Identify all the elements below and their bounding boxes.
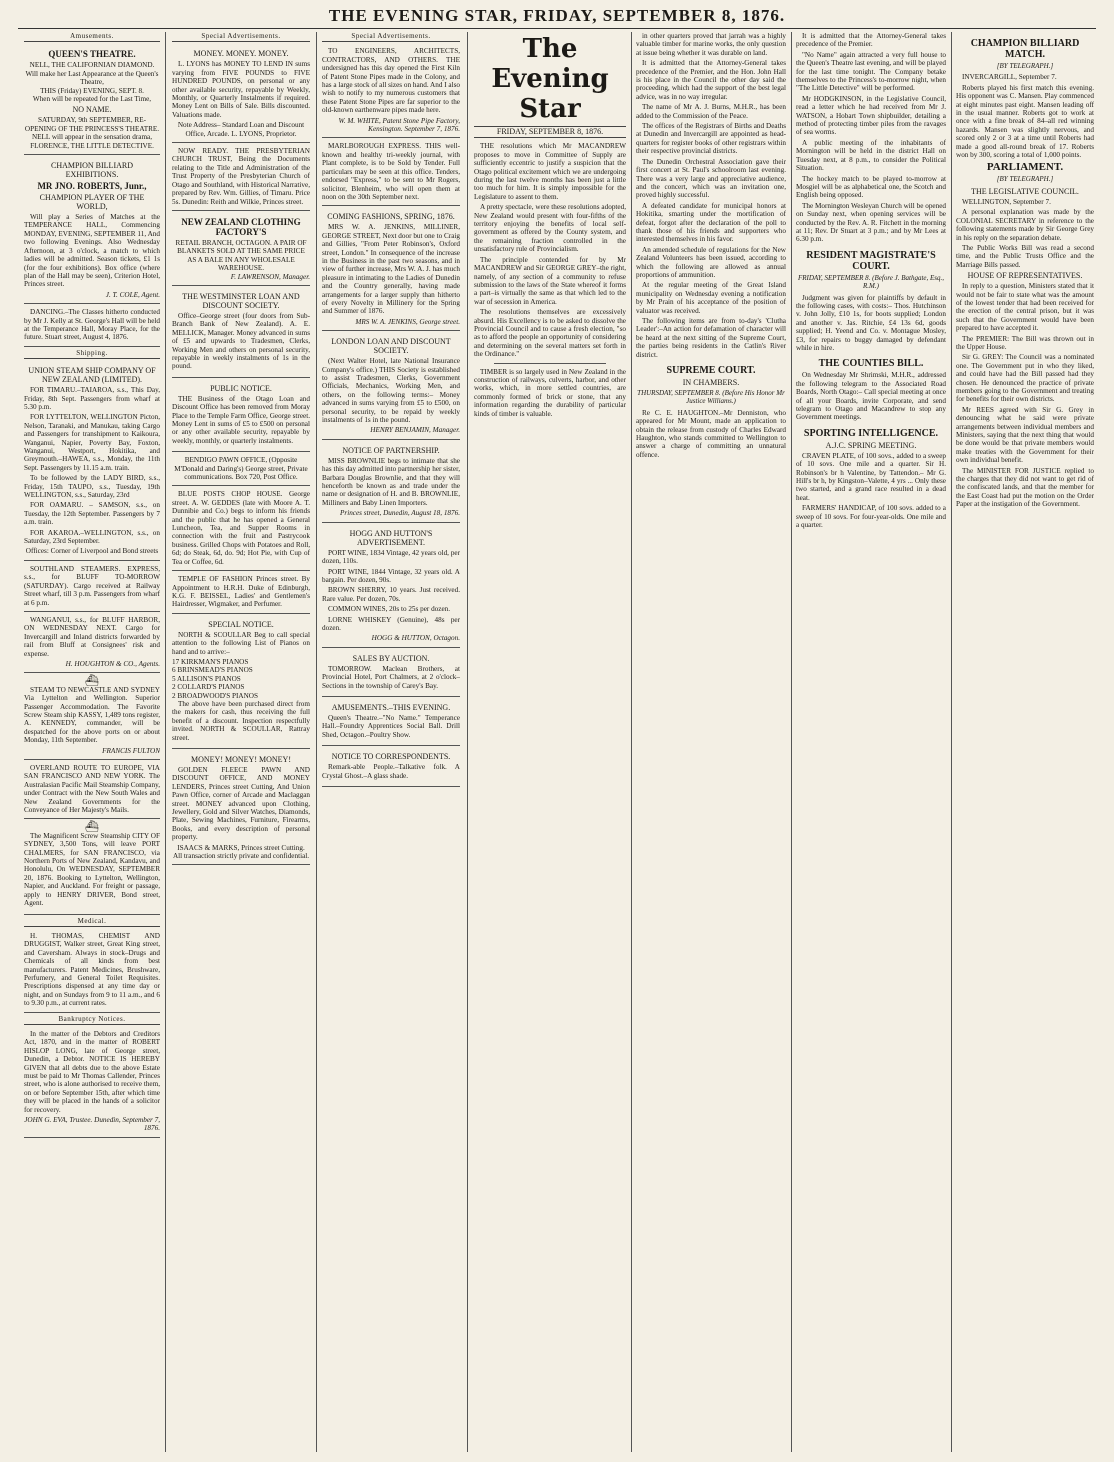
article-paragraph: in other quarters proved that jarrah was a highly valuable timber for marine works, the only question at issue being whether it was durable on land. — [636, 32, 786, 57]
ad-title: NEW ZEALAND CLOTHING FACTORY'S — [181, 216, 301, 237]
auction-ad — [322, 650, 460, 697]
ad-line: THIS (Friday) EVENING, SEPT. 8. — [40, 86, 144, 95]
ad-signature: W. M. WHITE, Patent Stone Pipe Factory, Kensington. September 7, 1876. — [338, 116, 460, 134]
ad-line: MR JNO. ROBERTS, Junr., — [37, 181, 147, 192]
ad-body: FOR LYTTELTON, WELLINGTON Picton, Nelson, Taranaki, and Manukau, taking Cargo and Passengers for transhipment to Kaikoura, Wanganui, Napier, Poverty Bay, Foxton, Wanganui, Westport, Hokitika, and Greymouth.–HAWEA, s.s., Monday, the 11th Sept. Passengers by 11.15 a.m. train. — [24, 413, 160, 472]
temple-fashion-ad: TEMPLE OF FASHION Princes street. By Appointment to H.R.H. Duke of Edinburgh, K.G. F. BEISSEL, Ladies' and Gentlemen's Hairdresser, Wigmaker, and Perfumer. — [172, 573, 310, 614]
southland-ad: SOUTHLAND STEAMERS. EXPRESS, s.s., for BLUFF TO-MORROW (SATURDAY). Cargo received at Railway Street wharf, till 3 p.m. Passengers from wharf at 6 p.m. — [24, 563, 160, 612]
column-7 — [956, 32, 1094, 1452]
ad-body: MRS W. A. JENKINS, MILLINER, GEORGE STREET, Next door but one to Craig and Gillies, "From Peter Robinson's, Oxford street, London." In consequence of the increase in the Business in the past two seasons, and in view of further increase, Mrs W. A. J. has much pleasure in intimating to the Ladies of Dunedin and the Country generally, having made arrangements for a larger supply than hitherto of every Novelty in Millinery for the Spring and Summer of 1876. — [322, 223, 460, 316]
ad-line: NO NAME. — [72, 105, 112, 115]
sydney-ad — [24, 821, 160, 914]
ad-line: CHAMPION PLAYER OF THE WORLD, — [39, 193, 145, 212]
article-paragraph: The following items are from to-day's 'Clutha Leader':–An action for defamation of character will be heard at the next sitting of the Supreme Court, the parties being residents in the Catlin's River district. — [636, 317, 786, 359]
ad-title: CHAMPION BILLIARD EXHIBITIONS. — [51, 161, 133, 180]
ad-body: STEAM TO NEWCASTLE AND SYDNEY Via Lyttelton and Wellington. Superior Passenger Accommodation. The Favorite Screw Steam ship KASSY, 1,489 tons register, A. KENNEDY, commander, will be despatched for the above ports on or about Monday, 11th September. — [24, 685, 160, 745]
ad-signature: FRANCIS FULTON — [102, 746, 160, 755]
ad-body: Office–George street (four doors from Sub-Branch Bank of New Zealand). A. E. MELLICK, Manager. Money advanced in sums of £5 and upwards to Tradesmen, Clerks, Working Men and others on personal security, repayable in weekly instalments of 1s in the pound. — [172, 311, 310, 371]
column-rule — [791, 32, 792, 1452]
ad-title: UNION STEAM SHIP COMPANY OF NEW ZEALAND (LIMITED). — [28, 366, 156, 385]
overland-ad: OVERLAND ROUTE TO EUROPE, VIA SAN FRANCISCO AND NEW YORK. The Australasian Pacific Mail Steamship Company, under Contract with the New South Wales and New Zealand Governments for the Conveyance of Her Majesty's Mails. — [24, 762, 160, 819]
stone-pipes-ad — [322, 45, 460, 138]
ad-title: NOTICE TO CORRESPONDENTS. — [331, 752, 451, 762]
ad-body: The above have been purchased direct from the makers for cash, thus receiving the full benefit of a discount. Inspection respectfully invited. NORTH & SCOULLAR, Rattray street. — [172, 699, 310, 742]
ad-body: Queen's Theatre.–"No Name." Temperance Hall.–Foundry Apprentices Social Ball. Drill Shed, Octagon.–Poultry Show. — [322, 713, 460, 739]
subheading: THE LEGISLATIVE COUNCIL. — [971, 186, 1079, 196]
article-paragraph: At the regular meeting of the Great Island municipality on Wednesday evening a notification by Mr Prain of his acceptance of the position of valuator was received. — [636, 281, 786, 315]
article-paragraph: Judgment was given for plaintiffs by default in the following cases, with costs:– Thos. Hutchinson v. John Jolly, £10 1s, for boots supplied; London and another v. Jas. Ritchie, £4 13s 6d, goods supplied; H. Yeend and Co. v. Montague Mosley, £3, for repairs to buggy damaged by defendant while in hire. — [796, 293, 946, 352]
ad-line: When will be repeated for the Last Time, — [32, 95, 152, 104]
dateline: INVERCARGILL, September 7. — [962, 73, 1057, 82]
ad-body: TOMORROW. Maclean Brothers, at Provincial Hotel, Port Chalmers, at 2 o'clock–Sections in the township of Carey's Bay. — [322, 664, 460, 690]
article-paragraph: In reply to a question, Ministers stated that it would not be fair to state what was the amount of the lowest tender that had been received for the erection of the central prison, but it was such that the Government would have been prepared to have accepted it. — [956, 282, 1094, 333]
partnership-ad — [322, 442, 460, 523]
london-loan-ad — [322, 333, 460, 440]
ad-title: THE WESTMINSTER LOAN AND DISCOUNT SOCIETY. — [182, 291, 300, 310]
chemist-ad: H. THOMAS, CHEMIST AND DRUGGIST, Walker street, Great King street, and Caversham. Always in stock–Drugs and Chemicals of all kinds from best manufacturers. Patent Medicines, Brushware, Perfumery, and General Toilet Requisites. Prescriptions dispensed at any time day or night, and on Sundays from 9 to 11 a.m., and 6 to 9.30 p.m., at current rates. — [24, 930, 160, 1013]
wine-item: PORT WINE, 1844 Vintage, 32 years old. A bargain. Per dozen, 90s. — [322, 567, 460, 584]
article-paragraph: A public meeting of the inhabitants of Mornington will be held in the district Hall on Tuesday next, at 8 p.m., to consider the Political Situation. — [796, 138, 946, 173]
presbyterian-ad: NOW READY. THE PRESBYTERIAN CHURCH TRUST, Being the Documents relating to the Title and Administration of the Trust Property of the Presbyterian Church of Otago and Southland, with Historical Narrative, prepared by Rev. Wm. Gillies, of Timaru. Price 5s. Dunedin: Reith and Wilkie, Princes street. — [172, 145, 310, 211]
article-paragraph: The Mornington Wesleyan Church will be opened on Sunday next, when opening services will be conducted by the Rev. A. R. Fitchett in the morning at 11; Rev. Dr Stuart at 3 p.m.; and by Mr Lees at 6.30 p.m. — [796, 201, 946, 244]
ad-body: THE Business of the Otago Loan and Discount Office has been removed from Moray Place to the Temple Farm Office, George street. Money Lent in sums of £5 to £500 on personal or any other available security, repayable by weekly, monthly, or quarterly instalments. — [172, 394, 310, 445]
ad-title: SPECIAL NOTICE. — [208, 619, 274, 629]
section-heading: SUPREME COURT. — [666, 365, 756, 377]
column-rule — [165, 32, 166, 1452]
article-paragraph: Mr REES agreed with Sir G. Grey in denouncing what he said were private arrangements between individual members and Ministers, saying that the next thing that would be done would be that private members would make treaties with the Government for their own individual benefit. — [956, 405, 1094, 465]
ship-icon: ⛴ — [85, 821, 99, 834]
money-ad — [172, 45, 310, 143]
piano-item: 2 BROADWOOD'S PIANOS — [172, 691, 258, 700]
article-paragraph: Sir G. GREY: The Council was a nominated one. The Government put in who they liked, and could have had the Bill passed had they chosen. He denounced the practice of private members going to the Government and treating for benefits for their own districts. — [956, 353, 1094, 404]
ad-line: Offices: Corner of Liverpool and Bond streets — [25, 547, 159, 556]
subheading: [BY TELEGRAPH.] — [996, 175, 1054, 184]
article-paragraph: The name of Mr A. J. Burns, M.H.R., has been added to the Commission of the Peace. — [636, 103, 786, 120]
westminster-loan-ad — [172, 288, 310, 378]
ad-signature: HOGG & HUTTON, Octagon. — [371, 634, 460, 643]
clothing-ad — [172, 213, 310, 286]
section-heading: Amusements. — [24, 32, 160, 42]
issue-date: FRIDAY, SEPTEMBER 8, 1876. — [474, 126, 626, 138]
divider — [494, 363, 606, 364]
marlborough-ad: MARLBOROUGH EXPRESS. THIS well-known and healthy tri-weekly journal, with Plant complete, is to be Sold by Tender. Full particulars may be seen at this office. Tenders, endorsed "Express," to be sent to Mr Rogers, solicitor, Blenheim, who will open them at noon on the 30th September next. — [322, 140, 460, 206]
dateline: WELLINGTON, September 7. — [962, 197, 1051, 206]
hogg-hutton-ad — [322, 525, 460, 648]
ad-line: NELL will appear in the sensation drama, FLORENCE, THE LITTLE DETECTIVE. — [30, 133, 154, 150]
bendigo-ad: BENDIGO PAWN OFFICE, (Opposite M'Donald and Daring's) George street, Private communications. Box 720, Post Office. — [172, 454, 310, 486]
ad-title: MONEY. MONEY. MONEY. — [193, 49, 289, 59]
subheading: [BY TELEGRAPH.] — [996, 62, 1054, 70]
ad-body: In the matter of the Debtors and Creditors Act, 1870, and in the matter of ROBERT HISLOP LONG, late of George street, Dunedin, a Debtor. NOTICE IS HEREBY GIVEN that all debts due to the above Estate must be paid to Mr Thomas Callender, Princes street, who is alone authorised to receive them, on or before September 15th, after which time they will be placed in the hands of a solicitor for recovery. — [24, 1029, 160, 1114]
jenkins-ad — [322, 208, 460, 331]
article-paragraph: It is admitted that the Attorney-General takes precedence of the Premier, and the Hon. John Hall is his place in the Council the other day said the proceeding, which had the support of the best legal advice, was in no way irregular. — [636, 59, 786, 101]
wanganui-ad — [24, 614, 160, 673]
piano-item: 2 COLLARD'S PIANOS — [172, 683, 245, 692]
billiards-ad — [24, 157, 160, 304]
section-heading: THE COUNTIES BILL. — [818, 358, 924, 370]
section-heading: SPORTING INTELLIGENCE. — [803, 427, 939, 439]
wine-item: LORNE WHISKEY (Genuine), 48s per dozen. — [322, 615, 460, 632]
public-notice-ad — [172, 380, 310, 452]
blue-posts-ad: BLUE POSTS CHOP HOUSE. George street. A. W. GEDDES (late with Moore A. T. Dunnibie and Co.) begs to inform his friends and the public that he has opened a General Luncheon, Tea, and Supper Rooms in connection with the fruit and Pastrycook business. Grilled Chops with Potatoes and Roll, 6d; do Steak, 6d, do. 9d; Hot Pie, with Cup of Tea or Coffee, 6d. — [172, 488, 310, 571]
piano-item: 5 ALLISON'S PIANOS — [172, 674, 241, 683]
article-paragraph: The resolutions themselves are excessively absurd. His Excellency is to be asked to dissolve the Provincial Council and to cause a fresh election, "so as to afford the people an opportunity of considering and determining on the several matters set forth in the Ordinance." — [474, 308, 626, 359]
subheading: IN CHAMBERS. — [682, 378, 740, 388]
ad-body: Remark-able People.–Talkative folk. A Crystal Ghost.–A glass shade. — [322, 763, 460, 780]
article-paragraph: Mr HODGKINSON, in the Legislative Council, read a letter which he had received from Mr J. WATSON, a Hobart Town shipbuilder, detailing a method of protecting timber piles from the ravages of sea worms. — [796, 94, 946, 137]
article-paragraph: An amended schedule of regulations for the New Zealand Volunteers has been issued, according to which the following are allowed as annual proportions of ammunition. — [636, 245, 786, 279]
ad-title: PUBLIC NOTICE. — [210, 383, 272, 393]
article-paragraph: A defeated candidate for municipal honors at Hokitika, smarting under the mortification of defeat, forgot after the declaration of the poll to thank those of his friends and supporters who interested themselves in his favor. — [636, 201, 786, 244]
article-paragraph: The offices of the Registrars of Births and Deaths at Dunedin and Invercargill are appointed as head-quarters for register books of other registrars within their respective provincial districts. — [636, 122, 786, 156]
ad-signature: HENRY BENJAMIN, Manager. — [370, 426, 460, 435]
ad-body: RETAIL BRANCH, OCTAGON. A PAIR OF BLANKETS SOLD AT THE SAME PRICE AS A BALE IN ANY WHOLESALE WAREHOUSE. — [175, 238, 307, 273]
golden-fleece-ad — [172, 751, 310, 865]
article-paragraph: CRAVEN PLATE, of 100 sovs., added to a sweep of 10 sovs. One mile and a quarter. Sir H. Robinson's br h Valentine, by Tattendon.– Mr G. Hill's br h, by Kingston–Valette, 4 yrs ... Only these two started, and a grand race resulted in a dead heat. — [796, 451, 946, 502]
article-paragraph: The principle contended for by Mr MACANDREW and Sir GEORGE GREY–the right, namely, of any section of a community to refuse submission to the laws of the State whereof it forms a part–is virtually the same as that which led to the war of secession in America. — [474, 255, 626, 306]
wine-item: PORT WINE, 1834 Vintage, 42 years old, per dozen, 110s. — [322, 548, 460, 566]
article-paragraph: A pretty spectacle, were these resolutions adopted, New Zealand would present with four-fifths of the territory enjoying the benefits of local self-government as offered by the County system, and the remaining fraction controlled in the unsatisfactory rule of Provincialism. — [474, 203, 626, 254]
ad-body: Will play a Series of Matches at the TEMPERANCE HALL, Commencing MONDAY, EVENING, SEPTEMBER 11, And two following Evenings. Also Wednesday Afternoon, at 3 o'clock, a match to which ladies will be admitted. Season tickets, £1 1s (for the four exhibitions). Box office (where plan of the Hall may be seen), Criterion Hotel, Princes street. — [24, 213, 160, 289]
section-heading: Special Advertisements. — [172, 32, 310, 42]
column-4 — [474, 32, 626, 1452]
column-rule — [316, 32, 317, 1452]
piano-item: 6 BRINSMEAD'S PIANOS — [172, 666, 253, 675]
article-paragraph: On Wednesday Mr Shrimski, M.H.R., addressed the following telegram to the Associated Road Boards, North Otago:– Call special meeting at once of all your Boards, invite Corporate, and send telegram to Otago and Macandrew to stop any Government meetings. — [796, 371, 946, 422]
ad-signature: JOHN G. EVA, Trustee. Dunedin, September 7, 1876. — [24, 1116, 160, 1133]
section-heading: Medical. — [24, 917, 160, 927]
court-date: THURSDAY, SEPTEMBER 8. (Before His Honor Mr Justice Williams.) — [637, 389, 785, 406]
ad-title: SALES BY AUCTION. — [352, 653, 430, 663]
article-paragraph: It is admitted that the Attorney-General takes precedence of the Premier. — [796, 32, 946, 49]
article-paragraph: The hockey match to be played to-morrow at Mosgiel will be as alphabetical one, the Scotch and English being opposed. — [796, 174, 946, 200]
ad-body: (Next Walter Hotel, late National Insurance Company's office.) THIS Society is established to assist Tradesmen, Clerks, Government Officials, Mechanics, Working Men, and others, on the following terms:– Money advanced in sums varying from £5 to £500, on personal security, to be repaid by weekly instalments of 1s in the pound. — [322, 357, 460, 425]
ad-signature: Note Address– Standard Loan and Discount Office, Arcade. L. LYONS, Proprietor. — [177, 121, 305, 138]
newcastle-ad — [24, 675, 160, 760]
section-heading: PARLIAMENT. — [986, 161, 1064, 174]
article-paragraph: Re C. E. HAUGHTON.–Mr Denniston, who appeared for Mr Mount, made an application to obtain the release from custody of Charles Edward Haughton, who stands committed to Wellington to answer a charge of committing an unnatural offence. — [636, 408, 786, 459]
pianos-ad — [172, 616, 310, 749]
ad-title: COMING FASHIONS, SPRING, 1876. — [327, 212, 455, 222]
newspaper-title: The Evening Star — [491, 34, 609, 124]
masthead: THE EVENING STAR, FRIDAY, SEPTEMBER 8, 1876. — [18, 6, 1096, 29]
ad-line: NELL, THE CALIFORNIAN DIAMOND. — [29, 61, 155, 70]
ship-icon: ⛴ — [85, 675, 99, 688]
article-paragraph: "No Name" again attracted a very full house to the Queen's Theatre last evening, and will be played for the last time tonight. The Company betake themselves to the Princess's to-morrow night, when "The Little Detective" will be performed. — [796, 50, 946, 93]
ad-title: QUEEN'S THEATRE. — [48, 49, 136, 60]
article-paragraph: THE resolutions which Mr MACANDREW proposes to move in Committee of Supply are sufficiently eccentric to justify a suspicion that the Otago political excitement which we are undergoing during the last twelve months has been just a little too much for him. It is simply impossible for the Legislature to assent to them. — [474, 142, 626, 201]
ad-title: MONEY! MONEY! MONEY! — [191, 755, 291, 764]
ad-body: FOR TIMARU.–TAIAROA, s.s., This Day, Friday, 8th Sept. Passengers from wharf at 5.30 p.m. — [24, 386, 160, 411]
ad-body: NORTH & SCOULLAR Beg to call special attention to the following List of Pianos on hand and to arrive:– — [172, 630, 310, 656]
wine-item: BROWN SHERRY, 10 years. Just received. Rare value. Per dozen, 70s. — [322, 586, 460, 603]
article-paragraph: The Dunedin Orchestral Association gave their first concert at St. Paul's schoolroom last evening. There was a very large and appreciative audience, and the concert, which was an invitation one, proved highly successful. — [636, 157, 786, 200]
ad-signature: ISAACS & MARKS, Princes street Cutting. All transaction strictly private and confidential. — [172, 843, 310, 861]
theatre-ad — [24, 45, 160, 155]
article-paragraph: TIMBER is so largely used in New Zealand in the construction of railways, culverts, harbor, and other works, which, in more settled countries, are commonly formed of brick or stone, that any information regarding the durability of particular kinds of timber is valuable. — [474, 367, 626, 418]
ad-title: AMUSEMENTS.–THIS EVENING. — [331, 702, 451, 712]
ad-signature: J. T. COLE, Agent. — [105, 290, 160, 299]
column-6 — [796, 32, 946, 1452]
ad-signature: F. LAWRENSON, Manager. — [230, 272, 310, 281]
section-heading: CHAMPION BILLIARD MATCH. — [970, 38, 1080, 60]
ad-signature: MRS W. A. JENKINS, George street. — [355, 317, 460, 326]
column-rule — [951, 32, 952, 1452]
article-paragraph: FARMERS' HANDICAP, of 100 sovs. added to a sweep of 10 sovs. For four-year-olds. One mile and a quarter. — [796, 504, 946, 530]
article-paragraph: The MINISTER FOR JUSTICE replied to the charges that they did not want to get rid of the confiscated lands, and that the member for the East Coast had put the motion on the Order Paper at the instigation of the Government. — [956, 466, 1094, 509]
ad-body: To be followed by the LADY BIRD, s.s., Friday, 15th TAUPO, s.s., Tuesday, 19th WELLINGTON, s.s., Saturday, 23rd — [24, 474, 160, 500]
article-paragraph: Roberts played his first match this evening. His opponent was C. Mansen. Play commenced at eight minutes past eight. Mansen leading off in the usual manner. Roberts got to work at once with a fine break of 84–all red winning hazards. Mansen was slightly nervous, and scored only 2 or 3 at a time until Roberts had made a good all-round break of 17. Roberts won by 300, scoring a total of 1,000 points. — [956, 83, 1094, 160]
ad-body: FOR OAMARU. – SAMSON, s.s., on Tuesday, the 12th September. Passengers by 7 a.m. train. — [24, 501, 160, 527]
ad-body: MISS BROWNLIE begs to intimate that she has this day admitted into partnership her sister, Barbara Douglas Brownlie, and that they will henceforth be known as and trade under the name or designation of H. and B. BROWNLIE, Milliners and Baby Linen Importers. — [322, 456, 460, 507]
article-paragraph: A personal explanation was made by the COLONIAL SECRETARY in reference to the following statements made by Sir George Grey in his reply on the separation debate. — [956, 208, 1094, 242]
section-heading: Shipping. — [24, 349, 160, 359]
ad-signature: Princes street, Dunedin, August 18, 1876. — [340, 509, 460, 518]
column-1 — [24, 32, 160, 1452]
bankruptcy-ad — [24, 1028, 160, 1138]
ad-signature: H. HOUGHTON & CO., Agents. — [65, 659, 160, 668]
subheading: HOUSE OF REPRESENTATIVES. — [967, 271, 1083, 281]
column-rule — [467, 32, 468, 1452]
ad-line: Will make her Last Appearance at the Queen's Theatre, — [25, 69, 159, 87]
ad-title: LONDON LOAN AND DISCOUNT SOCIETY. — [331, 337, 451, 356]
section-heading: Special Advertisements. — [322, 32, 460, 42]
column-3 — [322, 32, 460, 1452]
article-paragraph: The PREMIER: The Bill was thrown out in the Upper House. — [956, 334, 1094, 351]
section-heading: RESIDENT MAGISTRATE'S COURT. — [806, 249, 936, 272]
ad-body: TO ENGINEERS, ARCHITECTS, CONTRACTORS, AND OTHERS. THE undersigned has this day opened the First Kiln of Patent Stone Pipes made in the Colony, and has a large stock of all sizes on hand. And I also wish to notify to my numerous customers that these Patent Stone Pipes are far superior to the old-known earthenware pipes made here. — [322, 47, 460, 115]
column-5 — [636, 32, 786, 1452]
court-date: FRIDAY, SEPTEMBER 8. (Before J. Bathgate, Esq., R.M.) — [797, 273, 945, 291]
dancing-ad: DANCING.–The Classes hitherto conducted by Mr J. Kelly at St. George's Hall will be held at the Temperance Hall, Moray Place, for the future. Stuart street, August 4, 1876. — [24, 306, 160, 347]
ad-title: HOGG AND HUTTON'S ADVERTISEMENT. — [349, 528, 433, 547]
ad-body: L. LYONS has MONEY TO LEND IN sums varying from FIVE POUNDS to FIVE HUNDRED POUNDS, on personal or any other available security, repayable by Weekly, Monthly, or Quarterly Instalments if required. Money Lent on Bills of Sale. Bills discounted. Valuations made. — [172, 60, 310, 119]
article-paragraph: The Public Works Bill was read a second time, and the Public Trusts Office and the Marriage Bills passed. — [956, 243, 1094, 269]
correspondents-notice — [322, 748, 460, 787]
section-heading: Bankruptcy Notices. — [24, 1015, 160, 1025]
column-2 — [172, 32, 310, 1452]
column-rule — [631, 32, 632, 1452]
piano-item: 17 KIRKMAN'S PIANOS — [172, 657, 249, 666]
wine-item: COMMON WINES, 20s to 25s per dozen. — [328, 605, 451, 614]
ad-title: NOTICE OF PARTNERSHIP. — [342, 445, 440, 455]
subheading: A.J.C. SPRING MEETING. — [825, 440, 917, 450]
ad-body: GOLDEN FLEECE PAWN AND DISCOUNT OFFICE, AND MONEY LENDERS, Princes street Cutting, And Union Pawn Office, corner of Arcade and Maclaggan street. MONEY advanced upon Clothing, Jewellery, Gold and Silver Watches, Diamonds, Plate, Sewing Machines, Furniture, Firearms, Books, and every description of personal property. — [172, 766, 310, 842]
ad-body: WANGANUI, s.s., for BLUFF HARBOR, ON WEDNESDAY NEXT. Cargo for Invercargill and Inland districts forwarded by rail from Bluff at Consignees' risk and expense. — [24, 615, 160, 658]
amusements-list — [322, 699, 460, 746]
ad-line: SATURDAY, 9th SEPTEMBER, RE-OPENING OF THE PRINCESS'S THEATRE. — [24, 116, 160, 133]
ad-body: FOR AKAROA.–WELLINGTON, s.s., on Saturday, 23rd September. — [24, 528, 160, 546]
ad-body: The Magnificent Screw Steamship CITY OF SYDNEY, 3,500 Tons, will leave PORT CHALMERS, for SAN FRANCISCO, via Northern Ports of New Zealand, Kandavu, and Honolulu, On WEDNESDAY, SEPTEMBER 20, 1876. Booking to Lyttelton, Wellington, Napier, and Auckland. For freight or passage, apply to HENRY DRIVER, Bond street, Agent. — [24, 831, 160, 908]
union-steamship-ad — [24, 362, 160, 561]
